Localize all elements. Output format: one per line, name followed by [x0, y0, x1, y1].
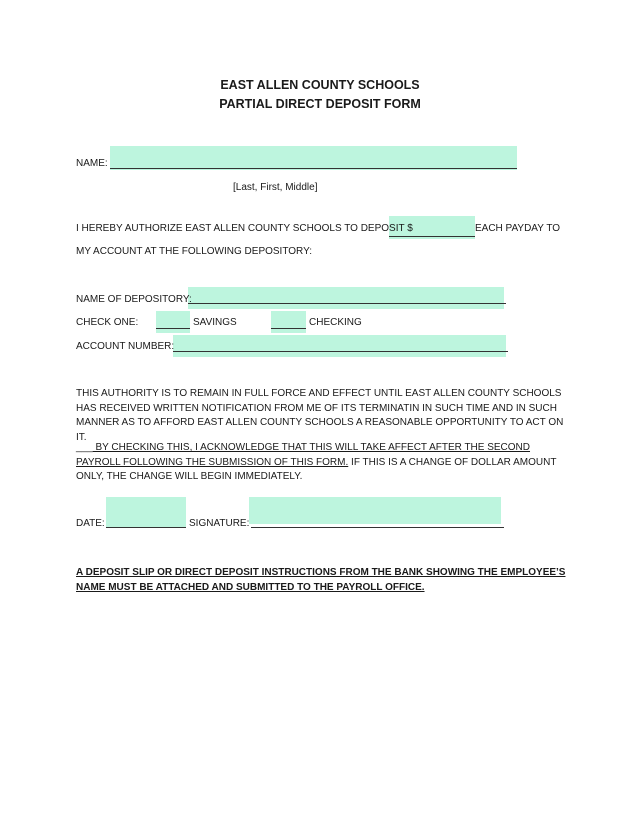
attachment-requirement-note: A DEPOSIT SLIP OR DIRECT DEPOSIT INSTRUCTIONS FROM THE BANK SHOWING THE EMPLOYEE’S NAME MUST BE ATTACHED AND SUBMITTED TO THE PAYROLL OFFICE. — [76, 567, 566, 593]
checking-underline — [271, 328, 306, 329]
name-underline — [110, 168, 517, 169]
date-underline — [106, 527, 186, 528]
amount-underline — [389, 236, 475, 237]
name-format-hint: [Last, First, Middle] — [233, 182, 318, 193]
savings-underline — [156, 328, 190, 329]
account-number-input[interactable] — [173, 335, 506, 357]
authorize-text-end: EACH PAYDAY TO — [475, 223, 561, 234]
depository-label: NAME OF DEPOSITORY: — [76, 294, 192, 305]
signature-input[interactable] — [249, 497, 501, 524]
acknowledge-checkbox-blank[interactable]: ___ — [76, 442, 93, 453]
authorize-text-line2: MY ACCOUNT AT THE FOLLOWING DEPOSITORY: — [76, 246, 312, 257]
checking-checkbox[interactable] — [271, 311, 306, 333]
depository-underline — [188, 303, 506, 304]
checking-label: CHECKING — [309, 317, 362, 328]
depository-name-input[interactable] — [188, 287, 504, 309]
account-underline — [173, 351, 508, 352]
acknowledgement-paragraph — [76, 441, 566, 485]
authority-paragraph: THIS AUTHORITY IS TO REMAIN IN FULL FORCE AND EFFECT UNTIL EAST ALLEN COUNTY SCHOOLS HAS RECEIVED WRITTEN NOTIFICATION FROM ME OF ITS TERMINATIN IN SUCH TIME AND IN SUCH MANNER AS TO AFFORD EAST ALLEN COUNTY SCHOOLS A REASONABLE OPPORTUNITY TO ACT ON IT. — [76, 388, 564, 443]
name-label: NAME: — [76, 158, 108, 169]
authorize-text-start: I HEREBY AUTHORIZE EAST ALLEN COUNTY SCHOOLS TO DEPOSIT $ — [76, 223, 413, 234]
date-label: DATE: — [76, 518, 105, 529]
school-name-heading: EAST ALLEN COUNTY SCHOOLS — [220, 78, 420, 92]
savings-label: SAVINGS — [193, 317, 237, 328]
signature-underline — [251, 527, 504, 528]
check-one-label: CHECK ONE: — [76, 317, 139, 328]
account-number-label: ACCOUNT NUMBER: — [76, 341, 175, 352]
signature-label: SIGNATURE: — [189, 518, 250, 529]
acknowledge-rest-text: IF THIS IS A CHANGE OF DOLLAR AMOUNT ONLY, THE CHANGE WILL BEGIN IMMEDIATELY. — [76, 456, 557, 482]
form-title: PARTIAL DIRECT DEPOSIT FORM — [219, 97, 421, 111]
savings-checkbox[interactable] — [156, 311, 190, 333]
date-input[interactable] — [106, 497, 186, 527]
acknowledge-underlined-text: BY CHECKING THIS, I ACKNOWLEDGE THAT THIS WILL TAKE AFFECT AFTER THE SECOND PAYROLL FOLLOWING THE SUBMISSION OF THIS FORM. — [76, 442, 531, 468]
name-input[interactable] — [110, 146, 517, 170]
